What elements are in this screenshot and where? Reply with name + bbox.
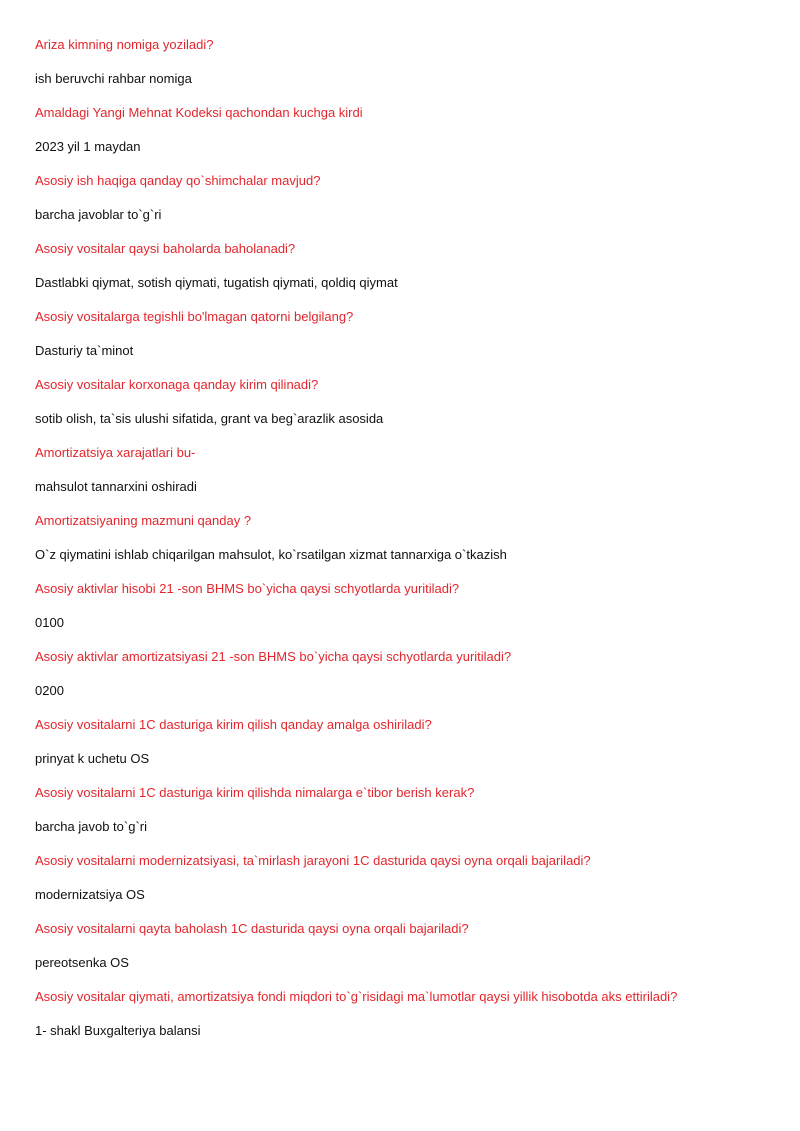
qa-item <box>35 36 775 104</box>
answer-text: Dasturiy ta`minot <box>35 343 134 358</box>
question-text: Asosiy vositalar qiymati, amortizatsiya fondi miqdori to`g`risidagi ma`lumotlar qaysi yillik hisobotda aks ettiriladi? <box>35 989 678 1004</box>
qa-item <box>35 920 775 988</box>
question-text: Amortizatsiya xarajatlari bu- <box>35 445 196 460</box>
qa-list <box>35 36 775 1056</box>
qa-item <box>35 172 775 240</box>
answer-text: prinyat k uchetu OS <box>35 751 150 766</box>
question-text: Asosiy vositalarga tegishli bo'lmagan qatorni belgilang? <box>35 309 354 324</box>
qa-item <box>35 784 775 852</box>
qa-item <box>35 376 775 444</box>
question-text: Amortizatsiyaning mazmuni qanday ? <box>35 513 252 528</box>
qa-item <box>35 512 775 580</box>
qa-item <box>35 308 775 376</box>
question-text: Asosiy vositalar korxonaga qanday kirim qilinadi? <box>35 377 319 392</box>
qa-item <box>35 444 775 512</box>
answer-text: mahsulot tannarxini oshiradi <box>35 479 197 494</box>
question-text: Asosiy aktivlar amortizatsiyasi 21 -son BHMS bo`yicha qaysi schyotlarda yuritiladi? <box>35 649 512 664</box>
qa-item <box>35 648 775 716</box>
qa-item <box>35 716 775 784</box>
answer-text: pereotsenka OS <box>35 955 129 970</box>
answer-text: O`z qiymatini ishlab chiqarilgan mahsulot, ko`rsatilgan xizmat tannarxiga o`tkazish <box>35 547 507 562</box>
qa-item <box>35 240 775 308</box>
answer-text: 2023 yil 1 maydan <box>35 139 141 154</box>
answer-text: 1- shakl Buxgalteriya balansi <box>35 1023 201 1038</box>
question-text: Asosiy vositalarni 1C dasturiga kirim qilishda nimalarga e`tibor berish kerak? <box>35 785 475 800</box>
question-text: Asosiy aktivlar hisobi 21 -son BHMS bo`yicha qaysi schyotlarda yuritiladi? <box>35 581 460 596</box>
question-text: Asosiy ish haqiga qanday qo`shimchalar mavjud? <box>35 173 321 188</box>
qa-item <box>35 988 775 1056</box>
answer-text: barcha javoblar to`g`ri <box>35 207 162 222</box>
answer-text: modernizatsiya OS <box>35 887 145 902</box>
answer-text: 0100 <box>35 615 64 630</box>
question-text: Amaldagi Yangi Mehnat Kodeksi qachondan kuchga kirdi <box>35 105 363 120</box>
question-text: Asosiy vositalarni 1C dasturiga kirim qilish qanday amalga oshiriladi? <box>35 717 432 732</box>
question-text: Asosiy vositalarni qayta baholash 1C dasturida qaysi oyna orqali bajariladi? <box>35 921 469 936</box>
question-text: Asosiy vositalarni modernizatsiyasi, ta`mirlash jarayoni 1C dasturida qaysi oyna orqali bajariladi? <box>35 853 591 868</box>
answer-text: barcha javob to`g`ri <box>35 819 147 834</box>
qa-item <box>35 852 775 920</box>
answer-text: ish beruvchi rahbar nomiga <box>35 71 192 86</box>
question-text: Ariza kimning nomiga yoziladi? <box>35 37 214 52</box>
question-text: Asosiy vositalar qaysi baholarda baholanadi? <box>35 241 296 256</box>
answer-text: 0200 <box>35 683 64 698</box>
answer-text: sotib olish, ta`sis ulushi sifatida, grant va beg`arazlik asosida <box>35 411 384 426</box>
qa-item <box>35 104 775 172</box>
answer-text: Dastlabki qiymat, sotish qiymati, tugatish qiymati, qoldiq qiymat <box>35 275 398 290</box>
qa-item <box>35 580 775 648</box>
